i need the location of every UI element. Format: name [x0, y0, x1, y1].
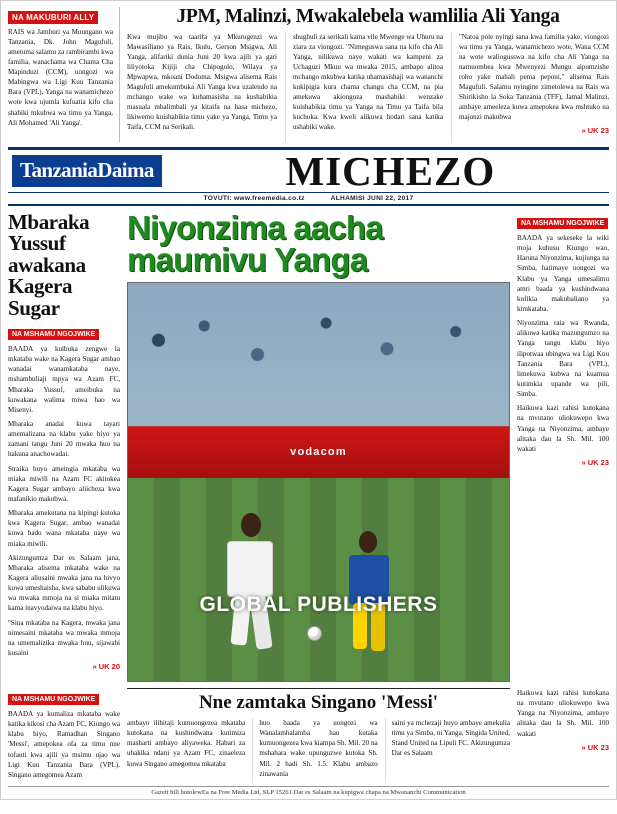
top-teaser-column: [127, 32, 277, 142]
football-pitch: [128, 478, 509, 681]
bottom-story-column: [385, 718, 510, 783]
masthead: [8, 147, 609, 193]
top-teaser-column-text: Kwa mujibu wa taarifa ya Mkurugenzi wa Mawasiliano ya Rais, Ikulu, Gerson Msigwa, Ali Yanga, alifariki dunia Juni 20 kwa ajili ya gari liliyotoka Kijiji cha Chipogolo, Wilaya ya Mpwapwa, mkoani Dodoma. Msigwa alisema Rais Magufuli amekumbuka Ali Yanga kwa uzalendo na mchango wake wa kuhamasisha na kushabikia masuala mbalimbali ya kitaifa na hasa michezo, likiwemo kuishabikia timu yake ya Yanga, Timu ya Taifa, CCM na Serikali.: [127, 32, 277, 132]
top-teaser-main: [127, 7, 609, 142]
top-teaser-column-text: "Natoa pole nyingi sana kwa familia yake, viongozi wa timu ya Yanga, wanamichezo wote, Wana CCM na wote waliogusswa na kifo cha Ali Yanga na namuombea kwa Mwenyezi Mungu aipumzishe roho yake mahali pema peponi," alisema Rais Magufuli. Salamu nyingine zimetolewa na Rais wa Shirikisho la Soka Tanzania (TFF), Jamal Malinzi, ambaye ameeleza kuwa amepokea kwa mshtuko na majonzi makubwa: [459, 32, 609, 122]
left-story-paragraph: Straika huyo ameingia mkataba wa miaka miwili na Azam FC akitokea Kagera Sugar ambayo aliicheza kwa mafanikio makubwa.: [8, 464, 120, 503]
left-story-paragraph: "Sina mkataba na Kagera, mwaka jana nimesaini mkataba wa mwaka mmoja na umemalizika mwaka huu, sijawahi kusaini: [8, 618, 120, 657]
masthead-info-strip: [8, 193, 609, 206]
player-head: [359, 531, 377, 553]
right-story-paragraph: Haikuwa kazi rahisi kutokana na mvutano uliokuwepo kwa Yanga na Niyonzima, ambaye alitaka dau la Sh. Mil. 100 wakati: [517, 404, 609, 453]
lead-story-column: [127, 209, 510, 682]
top-teaser-left-column: [8, 7, 120, 142]
pitchside-advert: [128, 426, 509, 478]
left-story-headline: Mbaraka Yussuf awakana Kagera Sugar: [8, 210, 90, 320]
bottom-story-column: [252, 718, 377, 783]
date-label: ALHAMISI JUNI 22, 2017: [330, 195, 414, 202]
bottom-story-headline: Nne zamtaka Singano 'Messi': [127, 688, 510, 714]
bottom-story-paragraph: BAADA ya kumaliza mkataba wake katika kikosi cha Azam FC, Kiungo wa klabu hiyo, Ramadhan Singano 'Messi', amepokea ofa za timu nne tofauti kwa ajili ya msimu ujao wa Ligi Kuu Tanzania Bara (VPL). Singano amegomea Azam: [8, 710, 120, 779]
right-story-paragraph: BAADA ya sekeseke la wiki moja kuhusu Kiungo wao, Haruna Niyonzima, kujiunga na Simba, hatimaye uongozi wa Klabu ya Yanga umesalimu amri baada ya kushindwana kufikia makubaliano ya kimkataba.: [517, 234, 609, 313]
photo-watermark: GLOBAL PUBLISHERS: [199, 593, 438, 617]
right-story-paragraph: Niyonzima raia wa Rwanda, alikuwa katika mazungumzo na Yanga tangu klabu hiyo ilipotwaa ubingwa wa Ligi Kuu Tanzania Bara (VPL), limekuwa kubwa na kuamua kutimkia upande wa pili, Simba.: [517, 319, 609, 399]
logo-secondary: Daima: [97, 158, 154, 182]
left-story-byline: NA MSHAMU NGOJWIKE: [8, 329, 99, 340]
top-teaser-headline: JPM, Malinzi, Mwakalebela wamlilia Ali Yanga: [176, 6, 560, 27]
lead-story-photo: [127, 282, 510, 682]
right-story-jumpline[interactable]: » UK 23: [581, 457, 609, 467]
main-content: [8, 209, 609, 682]
left-story-paragraph: Mbaraka anadai kuwa tayari amemalizana na klabu yake hiyo ya zamani tangu Juni 20 mwaka huu na hakuna anachowadai.: [8, 420, 120, 459]
section-title: MICHEZO: [285, 147, 496, 194]
advert-sponsor-text: vodacom: [290, 446, 347, 459]
top-teaser-block: [8, 7, 609, 142]
player-figure: [341, 525, 399, 657]
left-story-paragraph: BAADA ya kuibuka zengwe la mkataba wake na Kagera Sugar ambao wanadai wanamkataba naye, mshambuliaji mpya wa Azam FC, Mbaraka Yussuf, ameibuka na kuwakana walima miwa hao wa Misenyi.: [8, 345, 120, 414]
right-story-column: [517, 212, 609, 682]
top-teaser-left-text: RAIS wa Jamhuri ya Muungano wa Tanzania, Dk. John Magufuli, ametuma salamu za rambirambi kwa familia, wanachama wa Chama Cha Mapinduzi (CCM), uongozi wa Mabingwa wa Ligi Kuu Tanzania Bara (VPL), Yanga na wanamichezo wote kwa ujumla kufuatia kifo cha shabiki mkubwa wa timu ya Yanga, Ali Mohamed 'Ali Yanga'.: [8, 28, 113, 127]
bottom-story-paragraph: ambayo ilihitaji kumuongezea mkataba kutokana na kushindwana kutimiza masharti ambayo aliyaweka. Habari za uhakika ndani ya Azam FC, zinaeleza kuwa Singano amegomea mkataba: [127, 719, 246, 768]
lead-story-headline: Niyonzima aacha maumivu Yanga: [127, 209, 383, 278]
player-figure: [219, 507, 283, 657]
left-story-jumpline[interactable]: » UK 20: [92, 662, 120, 672]
masthead-spacer: [162, 149, 605, 193]
newspaper-logo[interactable]: [12, 155, 162, 187]
bottom-story-byline: NA MSHAMU NGOJWIKE: [8, 694, 99, 705]
bottom-story-column: [127, 718, 245, 783]
top-teaser-column: [285, 32, 443, 142]
bottom-story-paragraph: saini ya mchezaji huyo ambaye amekulia timu ya Simba, ni Yanga, Singida United, Stand United na Lipuli FC. Akizungumza Dar es Salaam: [391, 719, 510, 758]
right-story-byline: NA MSHAMU NGOJWIKE: [517, 218, 608, 229]
website-label[interactable]: TOVUTI: www.freemedia.co.tz: [203, 195, 305, 202]
page-footer: Gazeti hili hutolewEa na Free Media Ltd, SLP 15261 Dar es Salaam na kupigwa chapa na Mwananchi Communication: [8, 786, 609, 796]
left-story-paragraph: Mbaraka amekutana na kipingi kutoka kwa Kagera Sugar, ambao wanadai kuwa bado wana mkataba naye wa miaka miwili.: [8, 509, 120, 548]
top-teaser-columns: [127, 32, 609, 142]
top-teaser-column: [451, 32, 609, 142]
logo-primary: Tanzania: [20, 158, 98, 182]
top-teaser-jumpline[interactable]: » UK 23: [581, 126, 609, 136]
left-story-paragraph: Akizungumza Dar es Salaam jana, Mbaraka alisema mkataba wake na Kagera aliusaini mwaka jana na hivyo kuwa umeshaisha, kwa sababu ulikuwa wa mwaka mmoja na si miaka mitatu kama inavyodaiwa na klabu hiyo.: [8, 553, 120, 613]
bottom-story-columns: [127, 718, 510, 783]
player-torso: [227, 541, 273, 597]
top-teaser-column-text: shughuli za serikali kama vile Mwenge wa Uhuru na ziara za viongozi. "Nimeguswa sana na kifo cha Ali Yanga, nilikuwa naye wakati wa kampeni za Uchaguzi Mkuu wa mwaka 2015, ambapo alitoa mchango mkubwa katika uhamasishaji wa wananchi kukipigia kura chama changu cha CCM, na pia amekuwa akiongoza mashabiki wenzake kuishabikia timu ya Yanga na Timu ya Taifa bila kuchoka. Kwa kweli alikuwa hodari sana katika ushabiki wake.: [293, 32, 443, 132]
bottom-story-paragraph-continued: Haikuwa kazi rahisi kutokana na mvutano uliokuwepo kwa Yanga na Niyonzima, ambaye alitaka dau la Sh. Mil. 100 wakati: [517, 689, 609, 738]
player-head: [241, 513, 261, 537]
bottom-story-paragraph: huo baada ya uongozi wa Wanalamhalamba hao kutaka kumuongezea kwa kiampa Sh. Mil. 20 na mshahara wake upunguzwe kutoka Sh. Mil. 2 hadi Sh. 1.5. Klabu ambazo zinawania: [259, 719, 378, 778]
top-teaser-kicker: NA MAKUBURI ALLY: [8, 11, 98, 24]
stadium-crowd: [128, 283, 509, 426]
left-story-column: [8, 212, 120, 682]
bottom-story-jumpline[interactable]: » UK 23: [581, 742, 609, 752]
